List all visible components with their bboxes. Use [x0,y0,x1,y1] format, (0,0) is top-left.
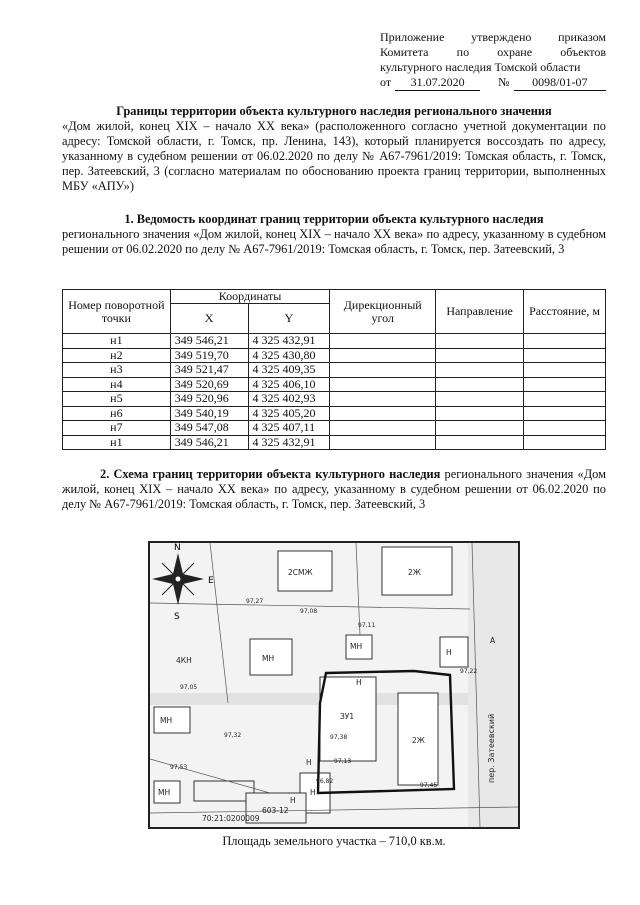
cell-point: н5 [63,392,171,407]
cell-distance [524,334,606,349]
cell-distance [524,348,606,363]
map-height-8: 97,05 [180,684,198,691]
table-row [63,377,606,392]
cell-x: 349 546,21 [170,435,248,450]
map-label-b11: Н [306,758,312,767]
map-label-b10: МН [160,716,173,725]
cell-y: 4 325 432,91 [248,435,330,450]
header-point: Номер поворотной точки [63,290,171,334]
section-1-text: регионального значения «Дом жилой, конец XIX – начало XX века» по адресу, указанному в судебном решении от 06.02.2020 по делу № А67-7961/2019: Томская область, г. Томск, пер. Затеевский, 3 [62,227,606,256]
map-height-2: 97,11 [358,622,376,629]
map-height-3: 97,32 [224,732,242,739]
map-drawing [150,543,518,827]
coordinates-rows [63,334,606,450]
cell-direction-angle [330,421,436,436]
cell-y: 4 325 409,35 [248,363,330,378]
cell-direction-angle [330,435,436,450]
cell-point: н2 [63,348,171,363]
cell-x: 349 521,47 [170,363,248,378]
map-zone-letter: А [490,636,496,645]
map-height-5: 97,38 [330,734,348,741]
cell-direction [436,421,524,436]
header-coords: Координаты [170,290,330,304]
map-height-9: 97,53 [170,764,188,771]
section-2-heading [62,467,606,512]
cell-x: 349 540,19 [170,406,248,421]
coordinates-table [62,289,606,450]
map-street: пер. Затеевский [487,713,496,783]
cell-point: н1 [63,435,171,450]
cell-distance [524,421,606,436]
cell-x: 349 520,69 [170,377,248,392]
approval-line-2: Комитета по охране объектов [380,45,606,59]
cell-direction-angle [330,363,436,378]
compass-e: E [208,576,214,586]
cell-distance [524,377,606,392]
table-row [63,435,606,450]
table-row [63,363,606,378]
cell-y: 4 325 432,91 [248,334,330,349]
compass-n: N [174,543,181,553]
cell-direction [436,348,524,363]
approval-date: 31.07.2020 [395,75,480,91]
header-x: X [170,304,248,334]
map-lot: 603-12 [262,806,289,815]
map-height-6: 97,13 [334,758,352,765]
number-label: № [498,75,510,89]
cell-direction-angle [330,392,436,407]
map-height-1: 97,27 [246,598,264,605]
approval-line-3: культурного наследия Томской области [380,60,581,74]
cell-direction [436,377,524,392]
cell-x: 349 519,70 [170,348,248,363]
cell-y: 4 325 430,80 [248,348,330,363]
table-row [63,348,606,363]
cell-direction [436,406,524,421]
map-label-b2: 2Ж [408,568,421,577]
cell-distance [524,435,606,450]
map-label-b14: Н [290,796,296,805]
cell-direction-angle [330,348,436,363]
map-height-4: 97,08 [300,608,318,615]
header-direction: Направление [436,290,524,334]
map-height-7: 96,82 [316,778,334,785]
map-label-b9: 2Ж [412,736,425,745]
from-label: от [380,75,392,89]
cell-point: н4 [63,377,171,392]
area-caption: Площадь земельного участка – 710,0 кв.м. [222,834,446,848]
section-2-bold: 2. Схема границ территории объекта культурного наследия [100,467,441,481]
cell-direction-angle [330,377,436,392]
map-label-b13: МН [158,788,171,797]
approval-block [380,30,606,91]
header-y: Y [248,304,330,334]
map-label-b3: 4КН [176,656,192,665]
cell-distance [524,363,606,378]
section-1-heading [62,212,606,257]
table-row [63,406,606,421]
cell-point: н6 [63,406,171,421]
compass-s: S [174,612,180,622]
section-1-bold: 1. Ведомость координат границ территории объекта культурного наследия [124,212,544,226]
cell-y: 4 325 402,93 [248,392,330,407]
map-label-b6: Н [446,648,452,657]
map-label-b4: МН [262,654,275,663]
order-number: 0098/01-07 [514,75,606,91]
approval-line-1: Приложение утверждено приказом [380,30,606,44]
cell-direction [436,334,524,349]
cell-direction-angle [330,334,436,349]
table-row [63,392,606,407]
map-label-b12: Н [310,788,316,797]
map-label-b8: ЗУ1 [340,712,355,721]
cell-distance [524,406,606,421]
table-row [63,334,606,349]
header-direction-angle: Дирекционный угол [330,290,436,334]
title-bold: Границы территории объекта культурного наследия регионального значения [116,104,552,118]
cell-x: 349 546,21 [170,334,248,349]
cell-direction [436,363,524,378]
cell-x: 349 520,96 [170,392,248,407]
document-title [62,104,606,194]
cell-point: н1 [63,334,171,349]
cell-point: н3 [63,363,171,378]
cell-y: 4 325 405,20 [248,406,330,421]
boundary-map [148,541,520,829]
cell-point: н7 [63,421,171,436]
map-label-b5: МН [350,642,363,651]
cell-distance [524,392,606,407]
map-label-b7: Н [356,678,362,687]
cell-direction [436,392,524,407]
header-distance: Расстояние, м [524,290,606,334]
cell-x: 349 547,08 [170,421,248,436]
approval-date-line [380,75,606,91]
table-row [63,421,606,436]
title-text: «Дом жилой, конец XIX – начало XX века» (расположенного согласно учетной документации по адресу: Томской области, г. Томск, пр. Ленина, 143), который планируется воссоздать по адресу, указанному в судебном решении от 06.02.2020 по делу № А67-7961/2019: Томская область, г. Томск, пер. Затеевский, 3 (согласно материалам по обоснованию проекта границ территории, выполненных МБУ «АПУ») [62,119,606,193]
map-height-10: 97,45 [420,782,438,789]
section-2-text: регионального значения «Дом жилой, конец XIX – начало XX века» по адресу, указанному в судебном решении от 06.02.2020 по делу № А67-7961/2019: Томская область, г. Томск, пер. Затеевский, 3 [62,467,606,511]
map-cadastral: 70:21:0200009 [202,814,260,823]
cell-y: 4 325 407,11 [248,421,330,436]
cell-direction [436,435,524,450]
cell-y: 4 325 406,10 [248,377,330,392]
map-height-11: 97,22 [460,668,478,675]
map-label-b1: 2СМЖ [288,568,313,577]
cell-direction-angle [330,406,436,421]
